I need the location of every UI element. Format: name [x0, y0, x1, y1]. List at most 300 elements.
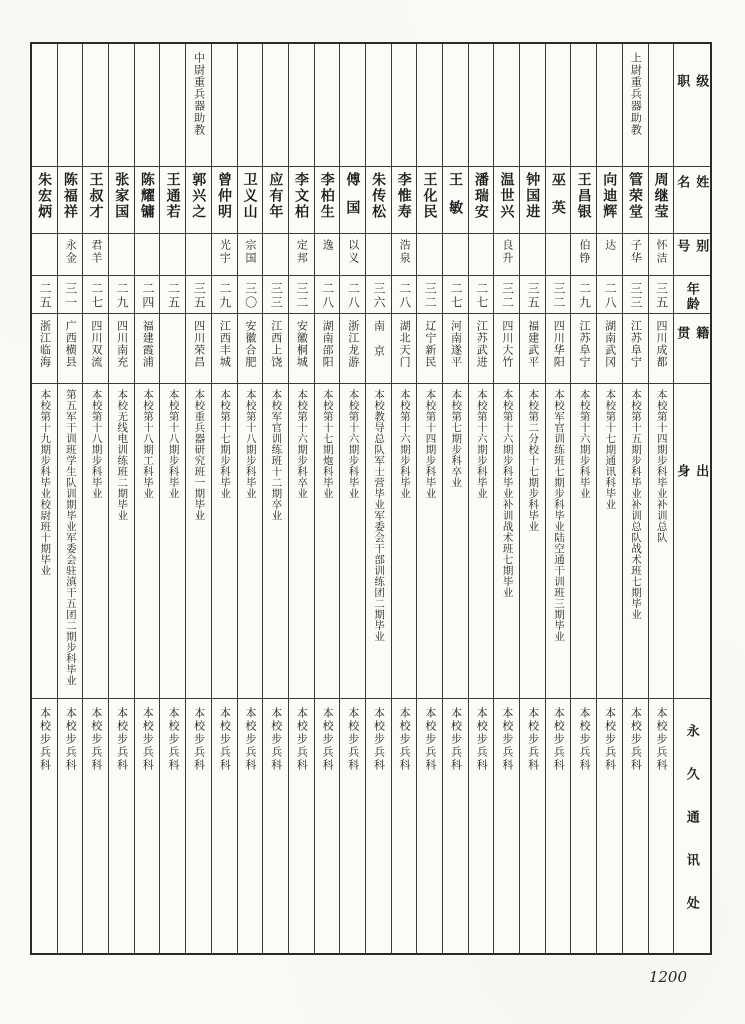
person-column — [494, 44, 520, 953]
address-cell — [469, 699, 494, 953]
age-cell — [135, 276, 160, 314]
address-text: 本校步兵科 — [244, 707, 256, 772]
address-cell — [83, 699, 108, 953]
age-text: 二八 — [603, 282, 618, 310]
header-name-cell — [674, 167, 710, 234]
alias-text: 光宇 — [218, 239, 231, 265]
rank-cell — [392, 44, 417, 167]
rank-text: 上尉重兵器助教 — [629, 52, 642, 136]
name-cell — [469, 167, 494, 234]
native-place-text: 安徽合肥 — [244, 320, 256, 368]
rank-cell — [212, 44, 237, 167]
rank-cell — [520, 44, 545, 167]
address-text: 本校步兵科 — [603, 707, 616, 772]
roster-table — [30, 42, 712, 955]
address-cell — [443, 699, 468, 953]
origin-text: 本校教导总队军士营毕业军委会干部训练团二期毕业 — [373, 389, 386, 642]
native-place-text: 四川华阳 — [552, 320, 565, 368]
native-place-text: 江苏武进 — [475, 320, 488, 368]
header-address-cell — [674, 699, 710, 953]
native-place-cell — [597, 314, 622, 384]
rank-cell — [135, 44, 160, 167]
alias-cell — [649, 234, 674, 276]
age-text: 二五 — [166, 282, 181, 310]
native-place-cell — [315, 314, 340, 384]
native-place-text: 湖南邵阳 — [321, 320, 334, 368]
origin-cell — [469, 384, 494, 699]
address-cell — [366, 699, 391, 953]
alias-text: 怀洁 — [655, 239, 667, 265]
alias-cell — [315, 234, 340, 276]
rank-cell — [32, 44, 57, 167]
native-place-cell — [366, 314, 391, 384]
alias-text: 宗国 — [244, 239, 256, 265]
age-cell — [263, 276, 288, 314]
name-cell — [571, 167, 596, 234]
alias-cell — [366, 234, 391, 276]
name-cell — [623, 167, 648, 234]
person-column — [520, 44, 546, 953]
alias-cell — [340, 234, 365, 276]
address-cell — [289, 699, 314, 953]
native-place-text: 浙江临海 — [38, 320, 51, 368]
name-text: 向迪辉 — [602, 172, 619, 220]
origin-cell — [83, 384, 108, 699]
name-text: 曾仲明 — [216, 172, 233, 220]
native-place-cell — [417, 314, 442, 384]
address-cell — [597, 699, 622, 953]
origin-text: 本校第十七期通讯科毕业 — [604, 389, 617, 510]
person-column — [238, 44, 264, 953]
age-cell — [315, 276, 340, 314]
alias-cell — [58, 234, 83, 276]
person-column — [109, 44, 135, 953]
native-place-text: 湖南武冈 — [603, 320, 616, 368]
age-text: 二八 — [320, 282, 335, 310]
person-column — [135, 44, 161, 953]
address-text: 本校步兵科 — [346, 707, 359, 772]
rank-cell — [623, 44, 648, 167]
alias-cell — [109, 234, 134, 276]
address-text: 本校步兵科 — [577, 707, 590, 772]
origin-cell — [289, 384, 314, 699]
person-column — [546, 44, 572, 953]
origin-text: 本校第十七期步科毕业 — [219, 389, 232, 499]
origin-text: 本校第十八期步科毕业 — [167, 389, 180, 499]
address-cell — [160, 699, 185, 953]
alias-cell — [32, 234, 57, 276]
origin-text: 本校军官训练班七期步科毕业陆空通干训班三期毕业 — [552, 389, 565, 642]
origin-cell — [135, 384, 160, 699]
name-cell — [366, 167, 391, 234]
address-text: 本校步兵科 — [526, 707, 539, 772]
origin-cell — [340, 384, 365, 699]
origin-cell — [315, 384, 340, 699]
address-cell — [58, 699, 83, 953]
origin-cell — [546, 384, 571, 699]
name-cell — [109, 167, 134, 234]
age-cell — [469, 276, 494, 314]
native-place-text: 河南遂平 — [449, 320, 462, 368]
header-age-label: 年龄 — [684, 282, 700, 312]
person-column — [443, 44, 469, 953]
rank-cell — [186, 44, 211, 167]
name-text: 王敏 — [448, 172, 465, 228]
page-number: 1200 — [648, 968, 687, 986]
origin-text: 第五军干训班学生队训期毕业军委会驻滇干五团二期步科毕业 — [64, 389, 77, 686]
address-cell — [340, 699, 365, 953]
alias-cell — [623, 234, 648, 276]
native-place-text: 四川成都 — [655, 320, 667, 368]
address-text: 本校步兵科 — [166, 707, 179, 772]
name-text: 温世兴 — [499, 172, 516, 220]
native-place-cell — [135, 314, 160, 384]
native-place-text: 浙江龙游 — [346, 320, 359, 368]
header-column — [674, 44, 710, 953]
person-column — [289, 44, 315, 953]
address-cell — [263, 699, 288, 953]
person-column — [469, 44, 495, 953]
name-text: 陈福祥 — [62, 172, 79, 220]
alias-cell — [212, 234, 237, 276]
age-cell — [289, 276, 314, 314]
alias-text: 永金 — [64, 239, 77, 265]
name-cell — [340, 167, 365, 234]
alias-cell — [392, 234, 417, 276]
rank-text: 中尉重兵器助教 — [192, 52, 205, 136]
origin-cell — [263, 384, 288, 699]
native-place-text: 福建武平 — [526, 320, 539, 368]
age-text: 二七 — [89, 282, 104, 310]
address-text: 本校步兵科 — [552, 707, 565, 772]
native-place-text: 辽宁新民 — [423, 320, 436, 368]
origin-cell — [623, 384, 648, 699]
native-place-cell — [32, 314, 57, 384]
native-place-cell — [186, 314, 211, 384]
alias-cell — [263, 234, 288, 276]
age-cell — [520, 276, 545, 314]
name-cell — [83, 167, 108, 234]
age-text: 三一 — [63, 282, 78, 310]
name-text: 王叔才 — [88, 172, 105, 220]
rank-cell — [469, 44, 494, 167]
address-cell — [494, 699, 519, 953]
name-text: 管荣堂 — [627, 172, 644, 220]
name-cell — [315, 167, 340, 234]
header-origin-label: 出身 — [675, 464, 710, 607]
age-cell — [417, 276, 442, 314]
name-cell — [546, 167, 571, 234]
native-place-cell — [289, 314, 314, 384]
native-place-cell — [469, 314, 494, 384]
name-cell — [520, 167, 545, 234]
header-name-label: 姓名 — [675, 175, 710, 212]
origin-text: 本校第十六期步科毕业 — [398, 389, 411, 499]
name-cell — [238, 167, 263, 234]
age-text: 三三 — [269, 282, 284, 310]
native-place-text: 福建霞浦 — [141, 320, 154, 368]
alias-text: 子华 — [629, 239, 642, 265]
alias-cell — [289, 234, 314, 276]
address-cell — [212, 699, 237, 953]
age-text: 二九 — [577, 282, 592, 310]
origin-cell — [520, 384, 545, 699]
rank-cell — [417, 44, 442, 167]
person-column — [623, 44, 649, 953]
name-text: 王化民 — [422, 172, 439, 220]
age-cell — [32, 276, 57, 314]
header-address-label: 永久通讯处 — [684, 724, 700, 939]
native-place-text: 四川荣昌 — [192, 320, 205, 368]
alias-cell — [443, 234, 468, 276]
age-cell — [58, 276, 83, 314]
origin-text: 本校重兵器研究班一期毕业 — [193, 389, 206, 521]
name-text: 钟国进 — [525, 172, 542, 220]
native-place-text: 四川大竹 — [500, 320, 513, 368]
address-cell — [417, 699, 442, 953]
rank-cell — [597, 44, 622, 167]
person-column — [417, 44, 443, 953]
name-cell — [32, 167, 57, 234]
address-text: 本校步兵科 — [423, 707, 436, 772]
native-place-text: 江西上饶 — [269, 320, 282, 368]
native-place-cell — [83, 314, 108, 384]
address-cell — [315, 699, 340, 953]
origin-text: 本校第十六期步科毕业 — [475, 389, 488, 499]
rank-cell — [58, 44, 83, 167]
native-place-text: 南京 — [372, 320, 385, 370]
origin-cell — [109, 384, 134, 699]
address-cell — [571, 699, 596, 953]
name-text: 李柏生 — [319, 172, 336, 220]
address-cell — [623, 699, 648, 953]
origin-cell — [160, 384, 185, 699]
name-cell — [263, 167, 288, 234]
rank-cell — [366, 44, 391, 167]
name-text: 朱宏炳 — [37, 172, 54, 220]
age-text: 三二 — [294, 282, 309, 310]
person-column — [315, 44, 341, 953]
rank-cell — [494, 44, 519, 167]
origin-cell — [238, 384, 263, 699]
address-cell — [135, 699, 160, 953]
native-place-cell — [212, 314, 237, 384]
native-place-cell — [623, 314, 648, 384]
age-cell — [238, 276, 263, 314]
native-place-cell — [238, 314, 263, 384]
alias-text: 达 — [603, 239, 616, 252]
origin-cell — [597, 384, 622, 699]
alias-text: 定邦 — [295, 239, 308, 265]
age-text: 三五 — [526, 282, 541, 310]
alias-cell — [546, 234, 571, 276]
origin-cell — [32, 384, 57, 699]
origin-cell — [186, 384, 211, 699]
alias-cell — [160, 234, 185, 276]
name-cell — [494, 167, 519, 234]
name-text: 王昌银 — [576, 172, 593, 220]
address-text: 本校步兵科 — [192, 707, 205, 772]
origin-text: 本校第二分校十七期步科毕业 — [527, 389, 540, 532]
address-text: 本校步兵科 — [475, 707, 488, 772]
native-place-cell — [263, 314, 288, 384]
origin-cell — [571, 384, 596, 699]
origin-text: 本校第十六期步科毕业 — [347, 389, 360, 499]
rank-cell — [289, 44, 314, 167]
alias-cell — [238, 234, 263, 276]
name-text: 傅国 — [345, 172, 362, 228]
rank-cell — [263, 44, 288, 167]
name-cell — [443, 167, 468, 234]
origin-text: 本校第十八期步科毕业 — [90, 389, 103, 499]
alias-text: 以义 — [346, 239, 359, 265]
age-text: 三五 — [192, 282, 207, 310]
native-place-text: 安徽桐城 — [295, 320, 308, 368]
native-place-cell — [160, 314, 185, 384]
person-column — [392, 44, 418, 953]
origin-cell — [212, 384, 237, 699]
person-column — [212, 44, 238, 953]
age-text: 三二 — [551, 282, 566, 310]
address-text: 本校步兵科 — [295, 707, 308, 772]
age-cell — [160, 276, 185, 314]
native-place-text: 广西横县 — [64, 320, 77, 368]
native-place-text: 江苏阜宁 — [629, 320, 642, 368]
alias-text: 伯铮 — [577, 239, 590, 265]
address-text: 本校步兵科 — [398, 707, 411, 772]
age-text: 二七 — [474, 282, 489, 310]
name-text: 陈耀镛 — [139, 172, 156, 220]
alias-cell — [417, 234, 442, 276]
origin-text: 本校军官训练班十二期卒业 — [270, 389, 283, 521]
header-age-cell — [674, 276, 710, 314]
age-cell — [109, 276, 134, 314]
name-cell — [417, 167, 442, 234]
native-place-cell — [494, 314, 519, 384]
origin-cell — [649, 384, 674, 699]
name-text: 张家国 — [114, 172, 131, 220]
name-cell — [212, 167, 237, 234]
age-text: 三二 — [423, 282, 438, 310]
name-text: 李文柏 — [294, 172, 311, 220]
alias-cell — [469, 234, 494, 276]
origin-text: 本校第十八期步科毕业 — [244, 389, 257, 499]
address-text: 本校步兵科 — [38, 707, 51, 772]
header-rank-label: 级职 — [675, 74, 710, 129]
address-cell — [649, 699, 674, 953]
name-cell — [649, 167, 674, 234]
name-text: 卫义山 — [242, 172, 259, 220]
age-text: 三三 — [628, 282, 643, 310]
origin-text: 本校第十六期步科毕业补训战术班七期毕业 — [501, 389, 514, 598]
origin-text: 本校第七期步科卒业 — [450, 389, 463, 488]
person-column — [366, 44, 392, 953]
address-cell — [392, 699, 417, 953]
address-text: 本校步兵科 — [115, 707, 128, 772]
age-text: 二七 — [449, 282, 464, 310]
header-alias-label: 别号 — [675, 239, 710, 261]
origin-text: 本校第十九期步科毕业校尉班十期毕业 — [39, 389, 52, 576]
age-cell — [392, 276, 417, 314]
alias-text: 君羊 — [89, 239, 102, 265]
age-cell — [494, 276, 519, 314]
rank-cell — [443, 44, 468, 167]
native-place-cell — [443, 314, 468, 384]
person-column — [58, 44, 84, 953]
origin-cell — [494, 384, 519, 699]
header-origin-cell — [674, 384, 710, 699]
rank-cell — [83, 44, 108, 167]
rank-cell — [649, 44, 674, 167]
address-text: 本校步兵科 — [141, 707, 154, 772]
origin-text: 本校无线电训练班二期毕业 — [116, 389, 129, 521]
native-place-cell — [520, 314, 545, 384]
person-column — [340, 44, 366, 953]
age-text: 三五 — [654, 282, 669, 310]
age-text: 二四 — [140, 282, 155, 310]
person-column — [263, 44, 289, 953]
native-place-cell — [546, 314, 571, 384]
origin-text: 本校第十四期步科毕业 — [424, 389, 437, 499]
origin-cell — [443, 384, 468, 699]
name-cell — [58, 167, 83, 234]
age-cell — [186, 276, 211, 314]
name-cell — [186, 167, 211, 234]
name-text: 王通若 — [165, 172, 182, 220]
address-text: 本校步兵科 — [500, 707, 513, 772]
age-cell — [571, 276, 596, 314]
person-column — [83, 44, 109, 953]
native-place-text: 江苏阜宁 — [577, 320, 590, 368]
rank-cell — [160, 44, 185, 167]
rank-cell — [238, 44, 263, 167]
age-cell — [366, 276, 391, 314]
header-rank-cell — [674, 44, 710, 167]
age-text: 二九 — [217, 282, 232, 310]
address-text: 本校步兵科 — [64, 707, 77, 772]
alias-cell — [494, 234, 519, 276]
address-cell — [186, 699, 211, 953]
origin-cell — [417, 384, 442, 699]
native-place-cell — [109, 314, 134, 384]
alias-cell — [597, 234, 622, 276]
age-text: 二五 — [38, 282, 53, 310]
age-text: 三二 — [500, 282, 515, 310]
name-text: 朱传松 — [371, 172, 388, 220]
address-text: 本校步兵科 — [449, 707, 462, 772]
native-place-cell — [392, 314, 417, 384]
origin-text: 本校第十五期步科毕业补训总队战术班七期毕业 — [630, 389, 643, 620]
header-alias-cell — [674, 234, 710, 276]
address-cell — [238, 699, 263, 953]
native-place-cell — [58, 314, 83, 384]
age-cell — [649, 276, 674, 314]
name-text: 李惟寿 — [396, 172, 413, 220]
alias-text: 浩泉 — [398, 239, 411, 265]
alias-cell — [186, 234, 211, 276]
address-cell — [520, 699, 545, 953]
person-column — [160, 44, 186, 953]
age-text: 三六 — [372, 282, 386, 310]
origin-text: 本校第十七期炮科毕业 — [321, 389, 334, 499]
age-cell — [340, 276, 365, 314]
age-cell — [212, 276, 237, 314]
age-cell — [83, 276, 108, 314]
native-place-cell — [571, 314, 596, 384]
age-cell — [597, 276, 622, 314]
address-cell — [546, 699, 571, 953]
age-text: 二九 — [115, 282, 130, 310]
